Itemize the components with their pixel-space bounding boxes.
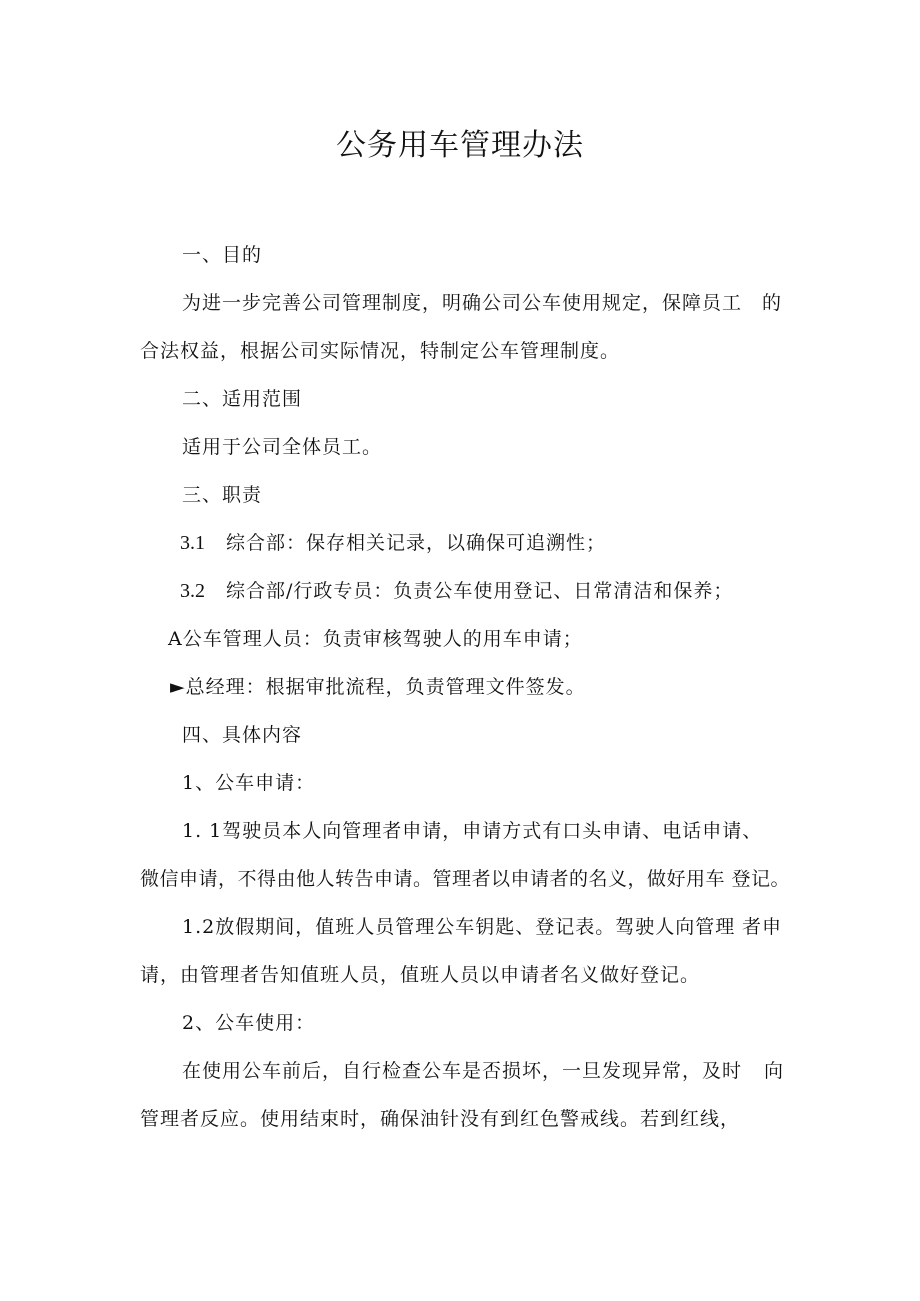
paragraph-line: 合法权益，根据公司实际情况，特制定公车管理制度。 [140, 340, 621, 362]
subsection-heading: 2、公车使用： [182, 1012, 316, 1034]
paragraph-line: 请，由管理者告知值班人员，值班人员以申请者名义做好登记。 [140, 964, 701, 986]
paragraph-line-tail: 者申 [742, 916, 783, 938]
section-heading-purpose: 一、目的 [182, 244, 263, 266]
list-item: ►总经理：根据审批流程，负责管理文件签发。 [170, 676, 586, 698]
paragraph-line-tail: 的 [762, 292, 783, 314]
paragraph-line: 适用于公司全体员工。 [182, 436, 383, 458]
section-heading-duties: 三、职责 [182, 484, 263, 506]
subsection-heading: 1、公车申请： [182, 772, 316, 794]
paragraph-line: 为进一步完善公司管理制度，明确公司公车使用规定，保障员工 [182, 292, 743, 314]
clause-number: 3.2 [180, 580, 205, 602]
paragraph-line: 在使用公车前后，自行检查公车是否损坏，一旦发现异常，及时 [182, 1060, 743, 1082]
section-heading-content: 四、具体内容 [182, 724, 303, 746]
paragraph-line: 管理者反应。使用结束时，确保油针没有到红色警戒线。若到红线， [140, 1108, 741, 1130]
paragraph-line-tail: 向 [764, 1060, 785, 1082]
clause-text: 综合部/行政专员：负责公车使用登记、日常清洁和保养； [226, 580, 734, 602]
clause-text: 综合部：保存相关记录，以确保可追溯性； [226, 532, 607, 554]
paragraph-line: 微信申请，不得由他人转告申请。管理者以申请者的名义，做好用车 登记。 [140, 868, 791, 890]
paragraph-line: 1.2放假期间，值班人员管理公车钥匙、登记表。驾驶人向管理 [182, 916, 736, 938]
paragraph-line: 1. 1驾驶员本人向管理者申请，申请方式有口头申请、电话申请、 [182, 820, 763, 842]
list-item: A公车管理人员：负责审核驾驶人的用车申请； [168, 628, 583, 650]
document-title: 公务用车管理办法 [336, 128, 584, 163]
section-heading-scope: 二、适用范围 [182, 388, 303, 410]
clause-number: 3.1 [180, 532, 205, 554]
